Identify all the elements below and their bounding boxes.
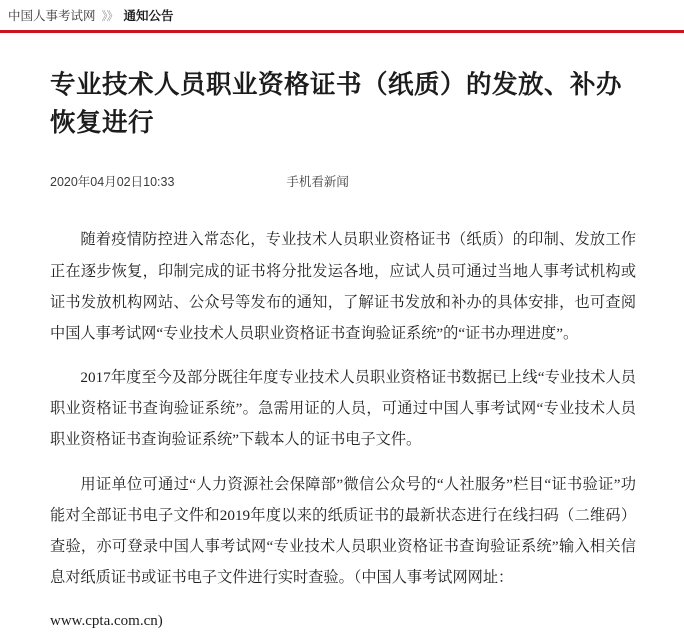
- breadcrumb-separator-icon: 》》: [101, 8, 118, 23]
- breadcrumb-item-site[interactable]: 中国人事考试网: [8, 9, 96, 23]
- page-title: 专业技术人员职业资格证书（纸质）的发放、补办恢复进行: [50, 71, 623, 137]
- article-paragraph: 用证单位可通过“人力资源社会保障部”微信公众号的“人社服务”栏目“证书验证”功能对全部证书电子文件和2019年度以来的纸质证书的最新状态进行在线扫码（二维码）查验，亦可登录中国人事考试网“专业技术人员职业资格证书查询验证系统”输入相关信息对纸质证书或证书电子文件进行实时查验。（中国人事考试网网址：: [50, 475, 636, 587]
- article-meta: [44, 172, 640, 190]
- publish-date: 2020年04月02日10:33: [50, 175, 175, 190]
- article-url[interactable]: www.cpta.com.cn): [50, 613, 163, 630]
- mobile-news-link[interactable]: 手机看新闻: [286, 175, 349, 190]
- article-paragraph: 随着疫情防控进入常态化，专业技术人员职业资格证书（纸质）的印制、发放工作正在逐步恢复，印制完成的证书将分批发运各地，应试人员可通过当地人事考试机构或证书发放机构网站、公众号等发布的通知，了解证书发放和补办的具体安排，也可查阅中国人事考试网“专业技术人员职业资格证书查询验证系统”的“证书办理进度”。: [50, 231, 636, 342]
- article-paragraph: 2017年度至今及部分既往年度专业技术人员职业资格证书数据已上线“专业技术人员职业资格证书查询验证系统”。急需用证的人员，可通过中国人事考试网“专业技术人员职业资格证书查询验证系统”下载本人的证书电子文件。: [50, 369, 636, 449]
- accent-divider: [0, 30, 684, 33]
- breadcrumb-item-notice[interactable]: 通知公告: [123, 9, 174, 23]
- breadcrumb: [0, 0, 684, 30]
- article-container: [0, 67, 684, 637]
- article-body: [44, 224, 640, 636]
